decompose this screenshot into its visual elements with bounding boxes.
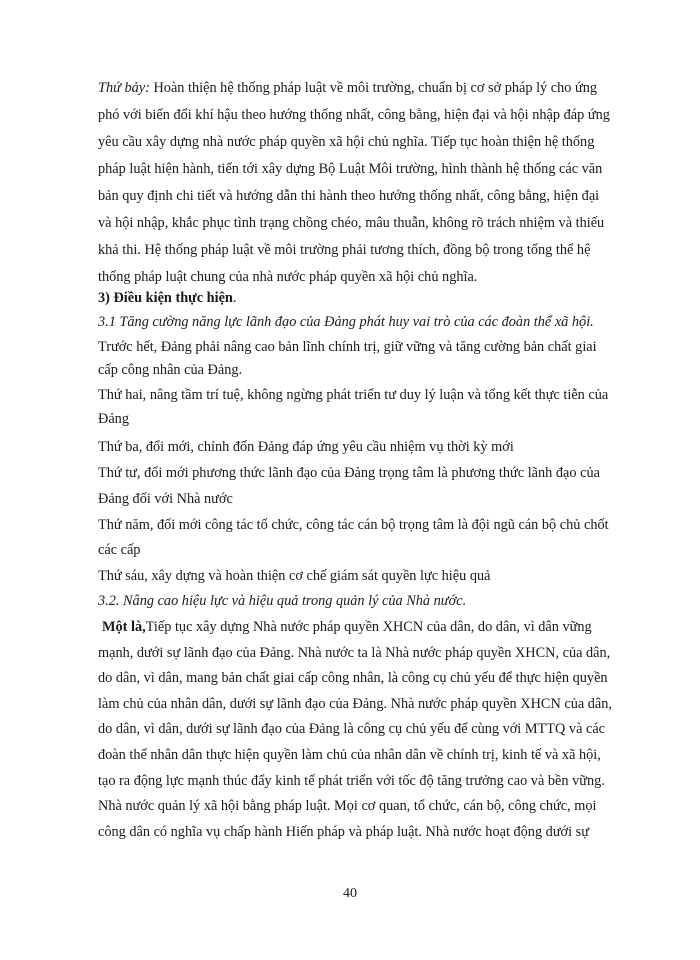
- list-line: Thứ sáu, xây dựng và hoàn thiện cơ chế giám sát quyền lực hiệu quả: [98, 568, 491, 584]
- paragraph-line: bản quy định chi tiết và hướng dẫn thi hành theo hướng thống nhất, công bằng, hiện đại: [98, 188, 600, 204]
- paragraph-line: thống pháp luật chung của nhà nước pháp quyền xã hội chủ nghĩa.: [98, 269, 478, 285]
- list-line: Đảng đối với Nhà nước: [98, 491, 233, 507]
- paragraph-line: tạo ra động lực mạnh thúc đẩy kinh tế phát triển với tốc độ tăng trưởng cao và bền vững.: [98, 773, 605, 789]
- list-line: Thứ ba, đổi mới, chỉnh đốn Đảng đáp ứng yêu cầu nhiệm vụ thời kỳ mới: [98, 439, 514, 455]
- list-line: Trước hết, Đảng phải nâng cao bản lĩnh chính trị, giữ vững và tăng cường bản chất giai: [98, 339, 597, 355]
- paragraph-line: và hội nhập, khắc phục tình trạng chồng chéo, mâu thuẫn, không rõ trách nhiệm và thiếu: [98, 215, 605, 231]
- paragraph-lead: Một là,: [102, 619, 146, 635]
- list-line: cấp công nhân của Đảng.: [98, 362, 243, 378]
- list-line: Thứ hai, nâng tầm trí tuệ, không ngừng phát triển tư duy lý luận và tổng kết thực tiễn của: [98, 387, 609, 403]
- paragraph-line: phó với biến đổi khí hậu theo hướng thống nhất, công bằng, hiện đại và hội nhập đáp ứng: [98, 107, 610, 123]
- paragraph-line: yêu cầu xây dựng nhà nước pháp quyền xã hội chủ nghĩa. Tiếp tục hoàn thiện hệ thống: [98, 134, 595, 150]
- list-line: Thứ năm, đổi mới công tác tổ chức, công tác cán bộ trọng tâm là đội ngũ cán bộ chủ chốt: [98, 517, 609, 533]
- list-line: các cấp: [98, 542, 141, 558]
- paragraph-line: Nhà nước quản lý xã hội bằng pháp luật. Mọi cơ quan, tổ chức, cán bộ, công chức, mọi: [98, 798, 597, 814]
- paragraph-line: công dân có nghĩa vụ chấp hành Hiến pháp và pháp luật. Nhà nước hoạt động dưới sự: [98, 824, 589, 840]
- paragraph-line: khả thi. Hệ thống pháp luật về môi trường phải tương thích, đồng bộ trong tổng thể hệ: [98, 242, 591, 258]
- subsection-heading: 3.2. Nâng cao hiệu lực và hiệu quả trong quản lý của Nhà nước.: [98, 593, 467, 609]
- paragraph-line: Thứ bảy: Hoàn thiện hệ thống pháp luật về môi trường, chuẩn bị cơ sở pháp lý cho ứng: [98, 80, 598, 96]
- page-number: 40: [343, 886, 357, 901]
- paragraph-line: làm chủ của nhân dân, dưới sự lãnh đạo của Đảng. Nhà nước pháp quyền XHCN của dân,: [98, 696, 612, 712]
- list-line: Thứ tư, đổi mới phương thức lãnh đạo của Đảng trọng tâm là phương thức lãnh đạo của: [98, 465, 600, 481]
- paragraph-line: do dân, vì dân, dưới sự lãnh đạo của Đảng là công cụ chủ yếu để cùng với MTTQ và các: [98, 721, 606, 737]
- section-heading: 3) Điều kiện thực hiện.: [98, 290, 237, 306]
- paragraph-line: pháp luật hiện hành, tiến tới xây dựng Bộ Luật Môi trường, hình thành hệ thống các văn: [98, 161, 603, 177]
- paragraph-lead: Thứ bảy:: [98, 80, 150, 96]
- paragraph-line: đoàn thể nhân dân thực hiện quyền làm chủ của nhân dân về chính trị, kinh tế và xã hội,: [98, 747, 601, 763]
- paragraph-line: mạnh, dưới sự lãnh đạo của Đảng. Nhà nước ta là Nhà nước pháp quyền XHCN, của dân,: [98, 645, 611, 661]
- list-line: Đảng: [98, 411, 129, 427]
- paragraph-line: Một là,Tiếp tục xây dựng Nhà nước pháp quyền XHCN của dân, do dân, vì dân vững: [102, 619, 592, 635]
- subsection-heading: 3.1 Tăng cường năng lực lãnh đạo của Đảng phát huy vai trò của các đoàn thể xã hội.: [98, 314, 594, 330]
- paragraph-line: do dân, vì dân, mang bản chất giai cấp công nhân, là công cụ chủ yếu để thực hiện quyền: [98, 670, 608, 686]
